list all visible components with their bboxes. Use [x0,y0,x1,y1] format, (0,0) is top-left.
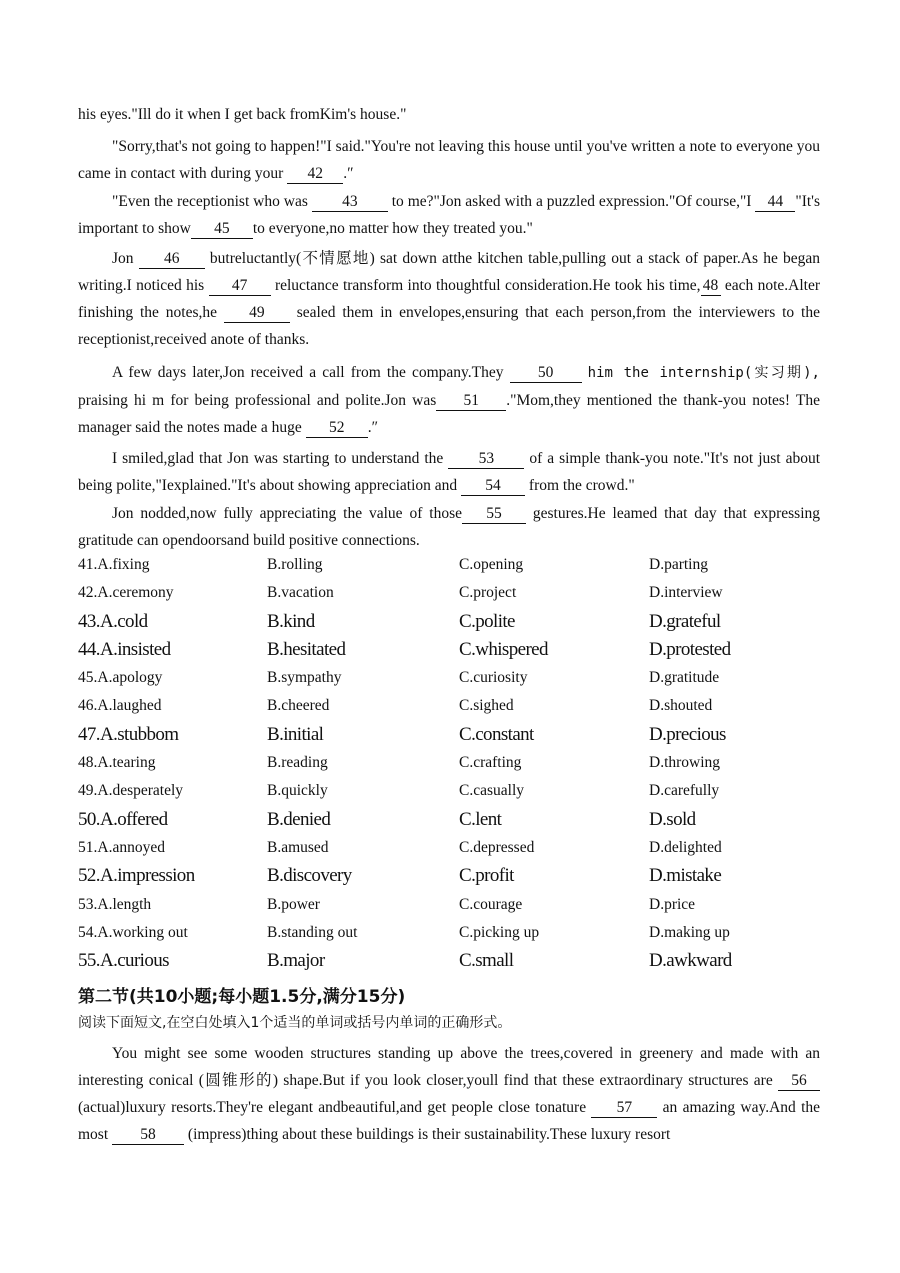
blank-44[interactable]: 44 [755,193,795,212]
option-d[interactable]: D.shouted [649,697,713,715]
passage-paragraph [78,133,820,187]
option-c[interactable]: C.constant [459,723,534,745]
option-c[interactable]: C.sighed [459,697,514,715]
paragraph-text: Jon [112,250,134,267]
blank-45[interactable]: 45 [191,220,253,239]
option-d[interactable]: D.precious [649,723,726,745]
option-d[interactable]: D.gratitude [649,669,720,687]
paragraph-text: of a simple thank-you note."It's not just about being polite,"Iexplained."It's about showing appreciation and [78,450,821,494]
passage-paragraph [78,359,820,441]
blank-53[interactable]: 53 [448,450,524,469]
option-b[interactable]: B.initial [267,723,324,745]
option-a[interactable]: 47.A.stubbom [78,723,179,745]
passage-paragraph [78,101,820,128]
option-row [78,750,820,778]
option-b[interactable]: B.denied [267,808,331,830]
option-c[interactable]: C.picking up [459,923,540,941]
option-b[interactable]: B.rolling [267,556,323,573]
paragraph-text: You might see some wooden structures standing up above the trees,covered in greenery and made with an interesting conical (圆锥形的) shape.But if you look closer,youll find that these extraordinary structures are [78,1045,820,1089]
paragraph-text: "Sorry,that's not going to happen!"I said."You're not leaving this house until you've written a note to everyone you came in contact with during your [78,138,820,182]
option-c[interactable]: C.whispered [459,638,548,660]
option-c[interactable]: C.crafting [459,754,522,772]
option-a[interactable]: 46.A.laughed [78,697,162,715]
option-c[interactable]: C.opening [459,556,524,573]
paragraph-text: Jon nodded,now fully appreciating the value of those [112,505,462,522]
option-b[interactable]: B.power [267,895,320,913]
option-d[interactable]: D.making up [649,923,730,941]
paragraph-text: each note.Alter finishing the notes,he [78,277,821,321]
paragraph-text: to me?"Jon asked with a puzzled expression."Of course,"I [391,193,752,210]
paragraph-text: "It's important to show [78,193,821,237]
paragraph-text: butreluctantly(不情愿地) sat down atthe kitchen table,pulling out a stack of paper.As he began writing.I noticed his [78,250,821,294]
option-row [78,948,820,976]
paragraph-text: from the crowd." [528,477,635,494]
option-d[interactable]: D.parting [649,556,708,573]
option-c[interactable]: C.depressed [459,838,535,856]
option-d[interactable]: D.sold [649,808,696,830]
option-a[interactable]: 45.A.apology [78,669,163,687]
blank-58[interactable]: 58 [112,1126,184,1145]
option-b[interactable]: B.cheered [267,697,330,715]
paragraph-text: reluctance transform into thoughtful consideration.He took his time, [274,277,701,294]
option-a[interactable]: 54.A.working out [78,923,188,941]
blank-55[interactable]: 55 [462,505,526,524]
option-a[interactable]: 41.A.fixing [78,556,150,573]
blank-56[interactable]: 56 [778,1072,820,1091]
paragraph-text: .″ [343,165,354,182]
option-d[interactable]: D.delighted [649,838,722,856]
option-b[interactable]: B.sympathy [267,669,342,687]
option-row [78,920,820,948]
option-d[interactable]: D.awkward [649,950,732,972]
blank-42[interactable]: 42 [287,165,343,184]
option-row [78,637,820,665]
option-b[interactable]: B.amused [267,838,329,856]
option-c[interactable]: C.project [459,584,517,602]
option-a[interactable]: 55.A.curious [78,950,169,972]
option-d[interactable]: D.protested [649,638,731,660]
passage-paragraph [78,445,820,499]
option-d[interactable]: D.interview [649,584,723,602]
blank-54[interactable]: 54 [461,477,525,496]
option-row [78,863,820,891]
option-row [78,665,820,693]
option-b[interactable]: B.standing out [267,923,358,941]
blank-49[interactable]: 49 [224,304,290,323]
paragraph-text: an amazing way.And the most [78,1099,820,1143]
blank-43[interactable]: 43 [312,193,388,212]
section-instruction: 阅读下面短文,在空白处填入1个适当的单词或括号内单词的正确形式。 [78,1015,512,1031]
paragraph-text: .″ [367,419,379,436]
paragraph-text: praising hi m for being professional and polite.Jon was [78,392,437,409]
passage-paragraph [78,1040,820,1148]
option-row [78,693,820,721]
passage-paragraph [78,245,820,353]
option-c[interactable]: C.casually [459,782,524,800]
option-a[interactable]: 48.A.tearing [78,754,156,772]
option-b[interactable]: B.major [267,950,325,972]
passage-paragraph [78,188,820,242]
paragraph-text: ."Mom,they mentioned the thank-you notes! The manager said the notes made a huge [78,392,820,436]
option-c[interactable]: C.small [459,950,514,972]
option-d[interactable]: D.carefully [649,782,720,800]
option-b[interactable]: B.kind [267,610,315,632]
option-a[interactable]: 43.A.cold [78,610,148,632]
paragraph-text: him the internship(实习期), [587,365,820,381]
paragraph-text: sealed them in envelopes,ensuring that each person,from the interviewers to the receptionist,received anote of thanks. [78,304,820,348]
option-d[interactable]: D.throwing [649,754,721,772]
option-row [78,609,820,637]
option-a[interactable]: 50.A.offered [78,808,168,830]
option-c[interactable]: C.polite [459,610,515,632]
paragraph-text: his eyes."Ill do it when I get back fromKim's house." [78,106,407,123]
option-row [78,722,820,750]
paragraph-text: "Even the receptionist who was [112,193,308,210]
blank-46[interactable]: 46 [139,250,205,269]
blank-50[interactable]: 50 [510,364,582,383]
option-a[interactable]: 49.A.desperately [78,782,184,800]
option-c[interactable]: C.curiosity [459,669,528,687]
option-row [78,580,820,608]
option-d[interactable]: D.mistake [649,865,722,887]
answer-options [78,552,820,976]
paragraph-text: (impress)thing about these buildings is their sustainability.These luxury resort [187,1126,671,1143]
paragraph-text: (actual)luxury resorts.They're elegant andbeautiful,and get people close tonature [78,1099,587,1116]
blank-57[interactable]: 57 [591,1099,657,1118]
option-row [78,807,820,835]
paragraph-text: I smiled,glad that Jon was starting to understand the [112,450,444,467]
option-b[interactable]: B.hesitated [267,638,346,660]
option-b[interactable]: B.reading [267,754,328,772]
option-a[interactable]: 44.A.insisted [78,638,171,660]
option-c[interactable]: C.courage [459,895,523,913]
option-a[interactable]: 53.A.length [78,895,152,913]
option-row [78,892,820,920]
option-b[interactable]: B.vacation [267,584,334,602]
paragraph-text: to everyone,no matter how they treated you." [252,220,533,237]
passage-paragraph [78,500,820,554]
blank-51[interactable]: 51 [436,392,506,411]
paragraph-text: gestures.He leamed that day that expressing gratitude can opendoorsand build positive connections. [78,505,820,549]
option-c[interactable]: C.profit [459,865,514,887]
option-row [78,778,820,806]
option-row [78,552,820,580]
option-a[interactable]: 51.A.annoyed [78,838,165,856]
option-c[interactable]: C.lent [459,808,502,830]
blank-47[interactable]: 47 [209,277,271,296]
option-row [78,835,820,863]
paragraph-text: A few days later,Jon received a call from the company.They [112,364,504,381]
option-d[interactable]: D.price [649,895,696,913]
section-title: 第二节(共10小题;每小题1.5分,满分15分) [78,987,406,1007]
option-d[interactable]: D.grateful [649,610,721,632]
option-b[interactable]: B.quickly [267,782,328,800]
option-a[interactable]: 52.A.impression [78,865,195,887]
option-b[interactable]: B.discovery [267,865,352,887]
blank-52[interactable]: 52 [306,419,368,438]
option-a[interactable]: 42.A.ceremony [78,584,174,602]
blank-48[interactable]: 48 [701,277,721,296]
